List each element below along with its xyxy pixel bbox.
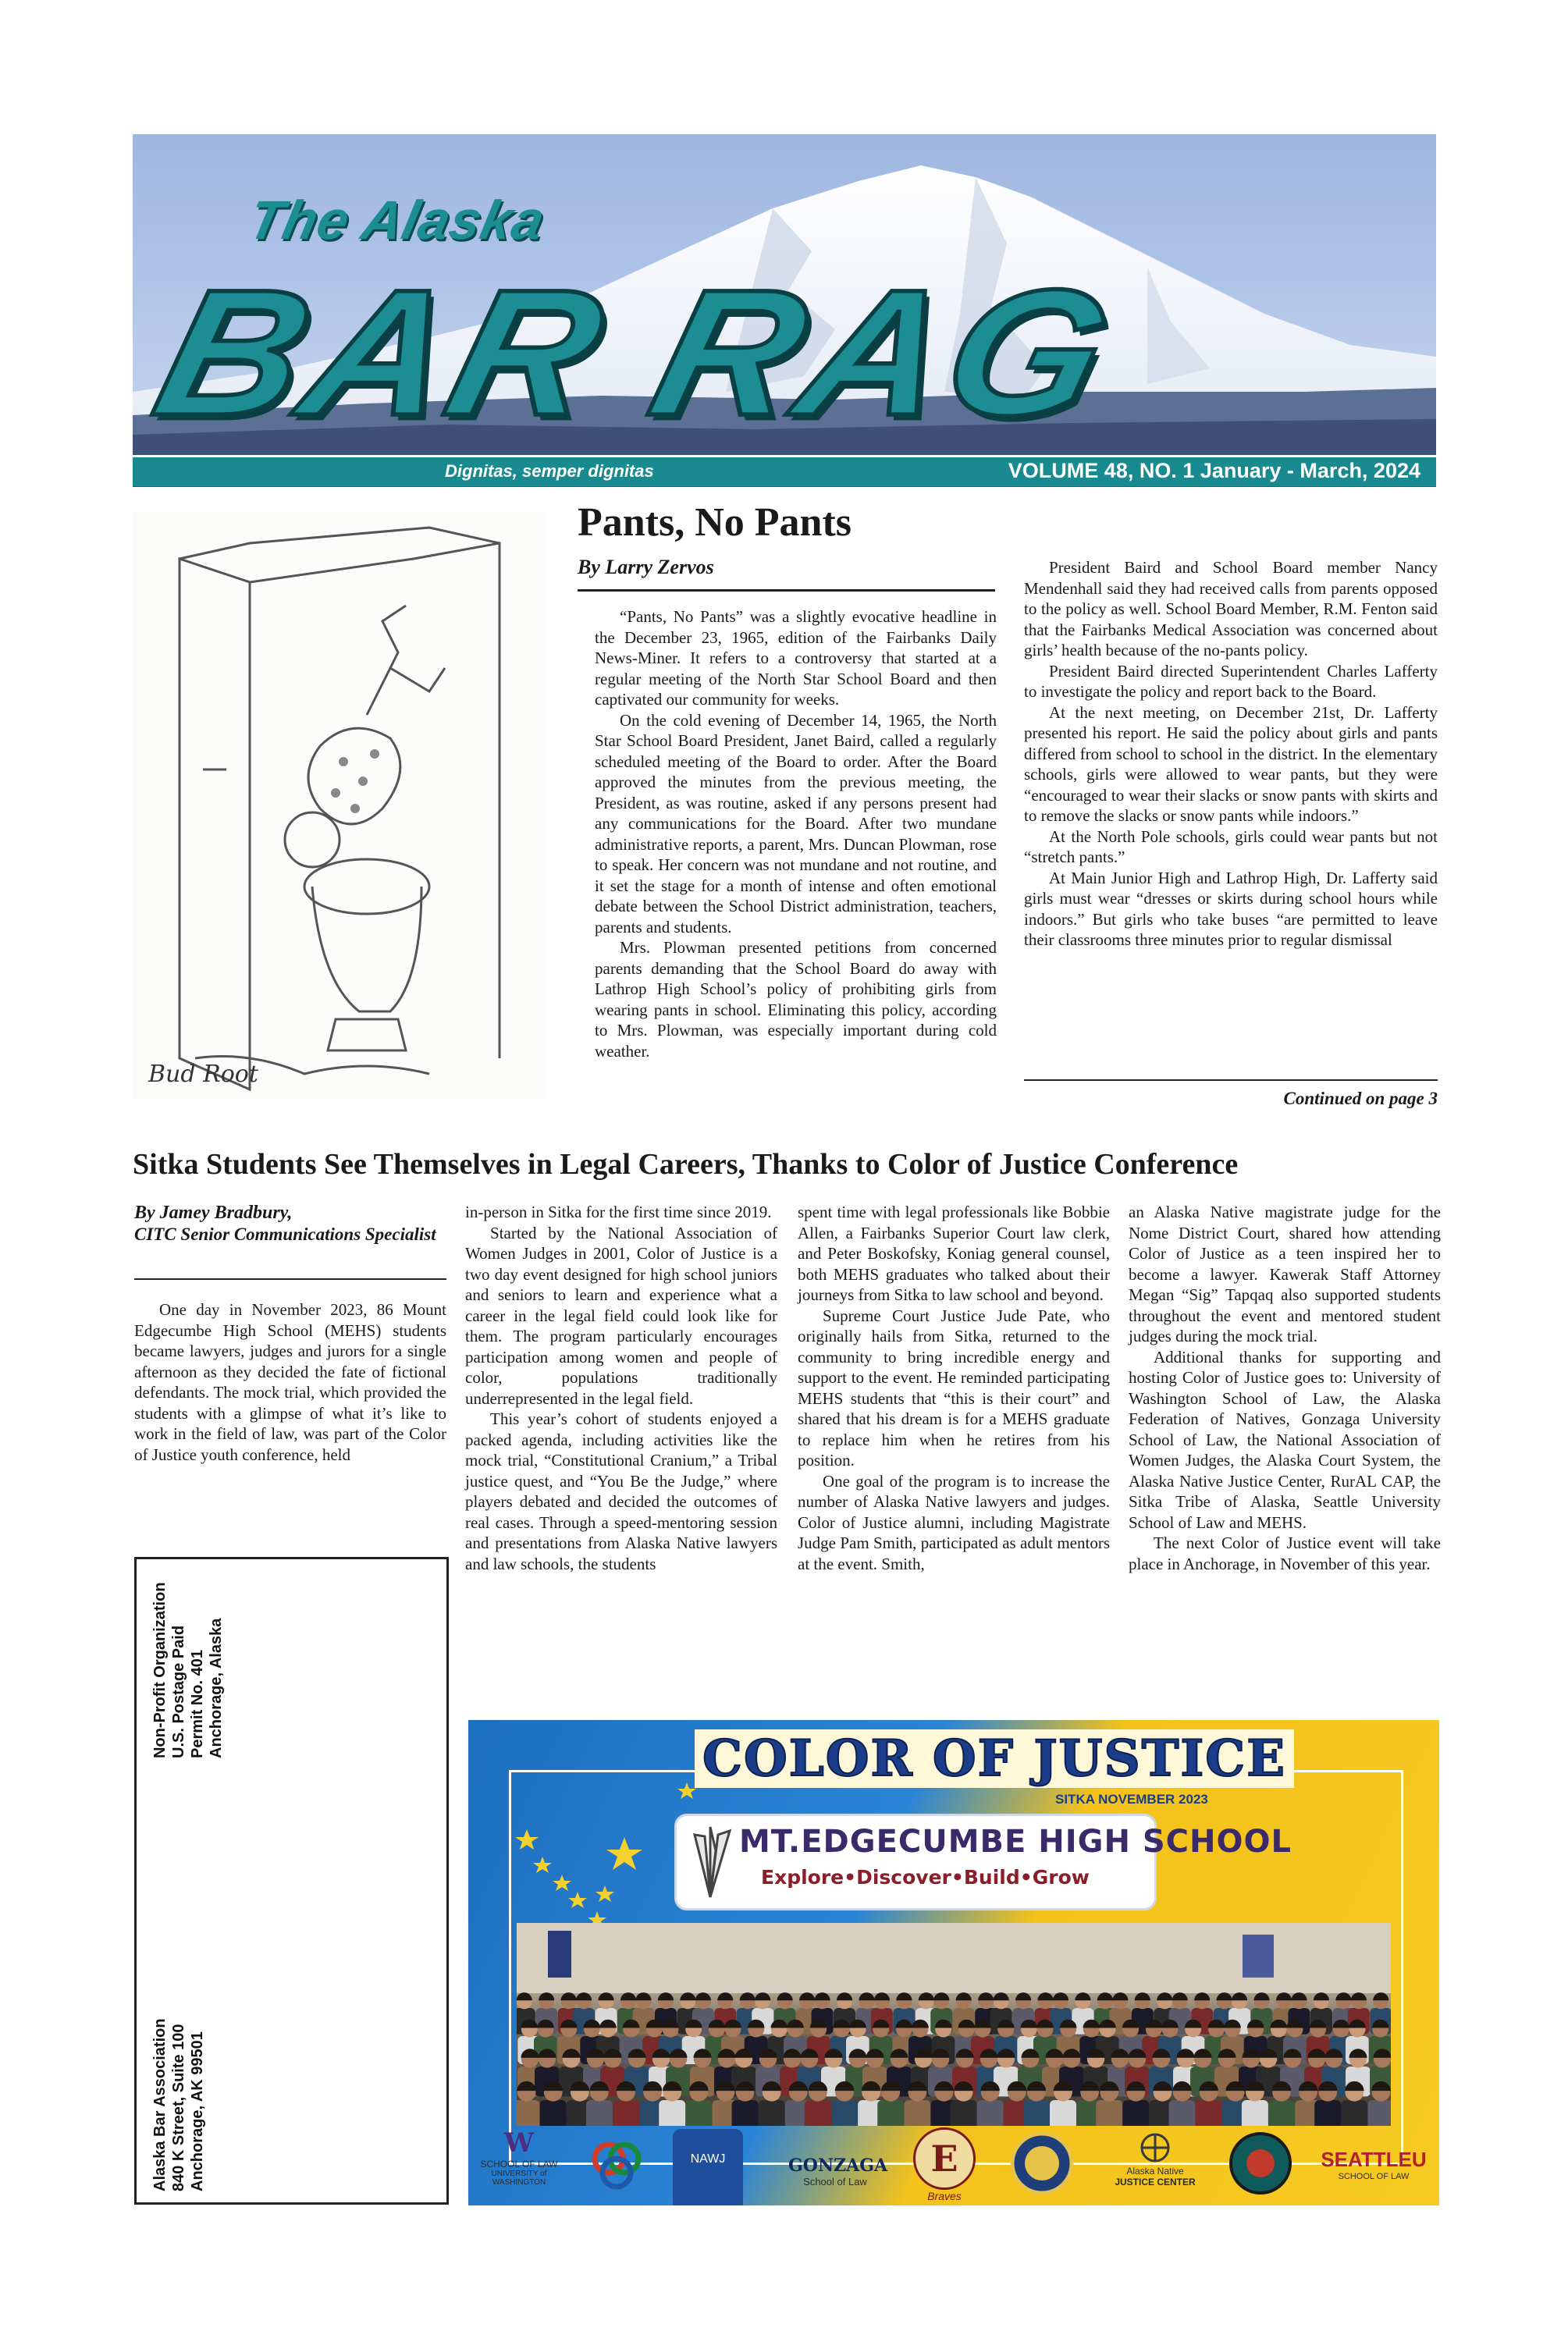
paragraph: an Alaska Native magistrate judge for the Nome District Court, shared how attending Color of Justice as a teen inspired her to become a lawyer. Kawerak Staff Attorney Megan “Sig” Tapqaq also supported students throughout the event and mentored student judges during the mock trial.: [1129, 1203, 1441, 1345]
paragraph: This year’s cohort of students enjoyed a packed agenda, including activities like the mock trial, “Constitutional Cranium,” a Tribal justice quest, and “You Be the Judge,” where players debated and decided the outcomes of real cases. Through a speed-mentoring session and presentations from Alaska Native lawyers and law schools, the students: [465, 1409, 777, 1573]
postage-line: Non-Profit Organization: [151, 1582, 169, 1758]
logo-the-alaska: The Alaska: [243, 190, 551, 251]
article2-column-3: [798, 1202, 1110, 1574]
paragraph: President Baird and School Board member Nancy Mendenhall said they had received calls from parents opposed to the policy as well. School Board Member, R.M. Fenton said that the Fairbanks Medical Association was concerned about girls’ health because of the no-pants policy.: [1024, 558, 1438, 659]
return-address: [151, 2018, 207, 2191]
alaska-court-seal: [1007, 2131, 1077, 2198]
paragraph: spent time with legal professionals like Bobbie Allen, a Fairbanks Superior Court law clerk, and Peter Boskofsky, Koniag general counsel, both MEHS graduates who talked about their journeys from Sitka to law school and beyond.: [798, 1203, 1110, 1304]
paragraph: President Baird directed Superintendent Charles Lafferty to investigate the policy and report back to the Board.: [1024, 661, 1438, 701]
postage-line: Permit No. 401: [189, 1650, 206, 1758]
paragraph: At the next meeting, on December 21st, Dr. Lafferty presented his report. He said the policy about girls and pants differed from school to school in the district. In the elementary schools, girls were allowed to wear pants, but they were “encouraged to wear their slacks or snow pants with skirts and to remove the slacks or snow pants while indoors.”: [1024, 702, 1438, 825]
article1-byline: By Larry Zervos: [578, 556, 714, 578]
mailing-label-box: [134, 1557, 449, 2205]
feather-icon: [683, 1819, 738, 1905]
postage-line: U.S. Postage Paid: [170, 1625, 187, 1758]
byline-title: CITC Senior Communications Specialist: [134, 1224, 436, 1244]
braves-logo: E Braves: [905, 2127, 983, 2202]
afn-logo: [585, 2135, 656, 2192]
article2-headline: Sitka Students See Themselves in Legal Careers, Thanks to Color of Justice Conference: [133, 1148, 1239, 1181]
paragraph: Additional thanks for supporting and hosting Color of Justice goes to: University of Washington School of Law, the Alaska Federation of Natives, Gonzaga University School of Law, the National Association of Women Judges, the Alaska Court System, the Alaska Native Justice Center, RurAL CAP, the Sitka Tribe of Alaska, Seattle University School of Law and MEHS.: [1129, 1347, 1441, 1532]
cartoon-drawing: [133, 512, 546, 1099]
article2-byline: [134, 1202, 446, 1246]
paragraph: in-person in Sitka for the first time since 2019.: [465, 1203, 772, 1221]
address-line: Alaska Bar Association: [151, 2018, 169, 2191]
article2-column-2: [465, 1202, 777, 1574]
article1-column-1: [595, 606, 997, 1061]
color-of-justice-poster: [468, 1720, 1439, 2205]
article1-headline: Pants, No Pants: [578, 500, 852, 545]
address-line: 840 K Street, Suite 100: [170, 2024, 187, 2191]
paragraph: Supreme Court Justice Jude Pate, who originally hails from Sitka, returned to the community to bring incredible energy and support to the event. He reminded participating MEHS students that “this is their court” and shared that his dream is for a MEHS graduate to replace him when he retires from his position.: [798, 1306, 1110, 1470]
paragraph: “Pants, No Pants” was a slightly evocative headline in the December 23, 1965, edition of the Fairbanks Daily News-Miner. It refers to a controversy that started at a regular meeting of the North Star School Board and then captivated our community for weeks.: [595, 607, 997, 709]
masthead: [133, 134, 1436, 487]
anjc-logo: Alaska Native JUSTICE CENTER: [1108, 2132, 1202, 2188]
continued-link[interactable]: Continued on page 3: [1283, 1089, 1438, 1108]
school-motto: Explore•Discover•Build•Grow: [761, 1866, 1090, 1889]
logo-bar-rag: BAR RAG: [139, 252, 1132, 453]
divider: [1024, 1079, 1438, 1081]
cartoon-illustration: [133, 512, 546, 1099]
paragraph: At Main Junior High and Lathrop High, Dr. Lafferty said girls must wear “dresses or skirts during school hours while indoors.” But girls who take buses “are permitted to leave their classrooms three minutes prior to regular dismissal: [1024, 868, 1438, 949]
paragraph: Started by the National Association of Women Judges in 2001, Color of Justice is a two day event designed for high school juniors and seniors to learn and experience what a career in the legal field could look like for them. The program particularly encourages participation among women and people of color, populations traditionally underrepresented in the legal field.: [465, 1223, 777, 1408]
nawj-logo: NAWJ: [673, 2129, 743, 2205]
paragraph: One goal of the program is to increase the number of Alaska Native lawyers and judges. Color of Justice alumni, including Magistrate Judge Pam Smith, participated as adult mentors at the event. Smith,: [798, 1471, 1110, 1573]
masthead-banner: [133, 455, 1436, 486]
article2-column-1: [134, 1299, 446, 1465]
students-crowd: [517, 1923, 1391, 2126]
motto: Dignitas, semper dignitas: [445, 461, 654, 481]
postage-line: Anchorage, Alaska: [208, 1618, 225, 1758]
article2-column-4: [1129, 1202, 1441, 1574]
school-name: MT.EDGECUMBE HIGH SCHOOL: [739, 1824, 1292, 1860]
group-photo: [517, 1923, 1391, 2126]
paragraph: At the North Pole schools, girls could wear pants but not “stretch pants.”: [1024, 826, 1438, 866]
address-line: Anchorage, AK 99501: [189, 2031, 206, 2191]
volume-info: VOLUME 48, NO. 1 January - March, 2024: [1008, 459, 1420, 482]
divider: [578, 589, 995, 592]
poster-subtitle: SITKA NOVEMBER 2023: [1055, 1792, 1208, 1807]
divider: [134, 1278, 446, 1280]
sponsor-logos-row: [468, 2127, 1439, 2205]
paragraph: Mrs. Plowman presented petitions from concerned parents demanding that the School Board do away with Lathrop High School’s policy of prohibiting girls from wearing pants in school. Eliminating this policy, according to Mrs. Plowman, was especially important during cold weather.: [595, 938, 997, 1061]
uw-law-logo: W SCHOOL OF LAW UNIVERSITY of WASHINGTON: [480, 2127, 558, 2187]
paragraph: One day in November 2023, 86 Mount Edgecumbe High School (MEHS) students became lawyers, judges and jurors for a single afternoon as they decided the fate of fictional defendants. The mock trial, which provided the students with a glimpse of what it’s like to work in the field of law, was part of the Color of Justice youth conference, held: [134, 1300, 446, 1464]
cartoon-signature: Bud Root: [148, 1061, 258, 1088]
paragraph: On the cold evening of December 14, 1965, the North Star School Board President, Janet Baird, called a regularly scheduled meeting of the Board to order. After the Board approved the minutes from the previous meeting, the President, as was routine, asked if any persons present had any communications for the Board. After two mundane administrative reports, a parent, Mrs. Duncan Plowman, rose to speak. Her concern was not mundane and not routine, and it set the stage for a month of intense and often emotional debate between the School District administration, teachers, parents and students.: [595, 710, 997, 936]
postage-permit: [151, 1582, 226, 1758]
poster-title: COLOR OF JUSTICE: [695, 1729, 1294, 1788]
byline-name: By Jamey Bradbury,: [134, 1203, 293, 1223]
school-banner: [674, 1814, 1292, 1910]
paragraph: The next Color of Justice event will take place in Anchorage, in November of this year.: [1129, 1534, 1441, 1573]
sitka-tribe-seal: [1225, 2131, 1296, 2198]
article1-column-2: [1024, 557, 1438, 951]
seattleu-law-logo: SEATTLEU SCHOOL OF LAW: [1321, 2148, 1427, 2181]
gonzaga-law-logo: GONZAGA School of Law: [788, 2156, 888, 2188]
